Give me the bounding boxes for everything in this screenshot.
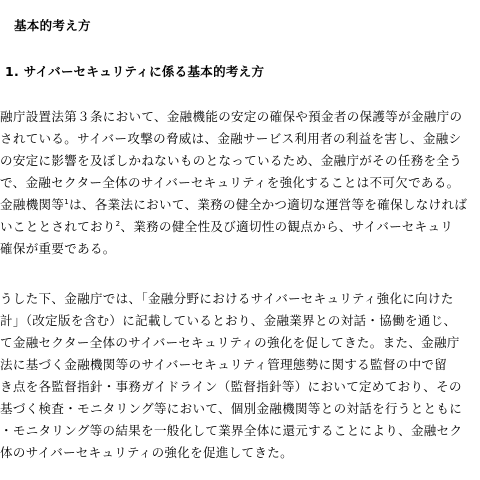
paragraph-line: で、金融セクター全体のサイバーセキュリティを強化することは不可欠である。 (0, 175, 460, 190)
paragraph-line: き点を各監督指針・事務ガイドライン（監督指針等）において定めており、その (0, 379, 462, 394)
footnote-ref[interactable]: 1 (64, 198, 70, 206)
paragraph-line: の安定に影響を及ぼしかねないものとなっているため、金融庁がその任務を全う (0, 153, 463, 168)
paragraph-line: 融庁設置法第３条において、金融機能の安定の確保や預金者の保護等が金融庁の (0, 109, 463, 124)
paragraph-2 (0, 288, 480, 464)
paragraph-line: うした下、金融庁では、「金融分野におけるサイバーセキュリティ強化に向けた (0, 291, 454, 306)
paragraph-line: 確保が重要である。 (0, 241, 116, 256)
paragraph-line: いこととされており$^2$、業務の健全性及び適切性の観点から、サイバーセキュリ (0, 219, 454, 234)
paragraph-line: 金融機関等$^1$は、各業法において、業務の健全かつ適切な運営等を確保しなければ (0, 197, 468, 212)
paragraph-line: て金融セクター全体のサイバーセキュリティの強化を促してきた。また、金融庁 (0, 335, 460, 350)
paragraph-line: 法に基づく金融機関等のサイバーセキュリティ管理態勢に関する監督の中で留 (0, 357, 448, 372)
paragraph-line: 基づく検査・モニタリング等において、個別金融機関等との対話を行うとともに (0, 401, 463, 416)
paragraph-1 (0, 106, 480, 260)
section-title: 基本的考え方 (14, 18, 91, 33)
subsection-title: 1. サイバーセキュリティに係る基本的考え方 (5, 64, 265, 79)
paragraph-line: されている。サイバー攻撃の脅威は、金融サービス利用者の利益を害し、金融シ (0, 131, 462, 146)
paragraph-line: 計」（改定版を含む）に記載しているとおり、金融業界との対話・協働を通じ、 (0, 313, 457, 328)
paragraph-line: 体のサイバーセキュリティの強化を促進してきた。 (0, 445, 293, 460)
paragraph-line: ・モニタリング等の結果を一般化して業界全体に還元することにより、金融セク (0, 423, 463, 438)
footnote-ref[interactable]: 2 (115, 220, 121, 228)
